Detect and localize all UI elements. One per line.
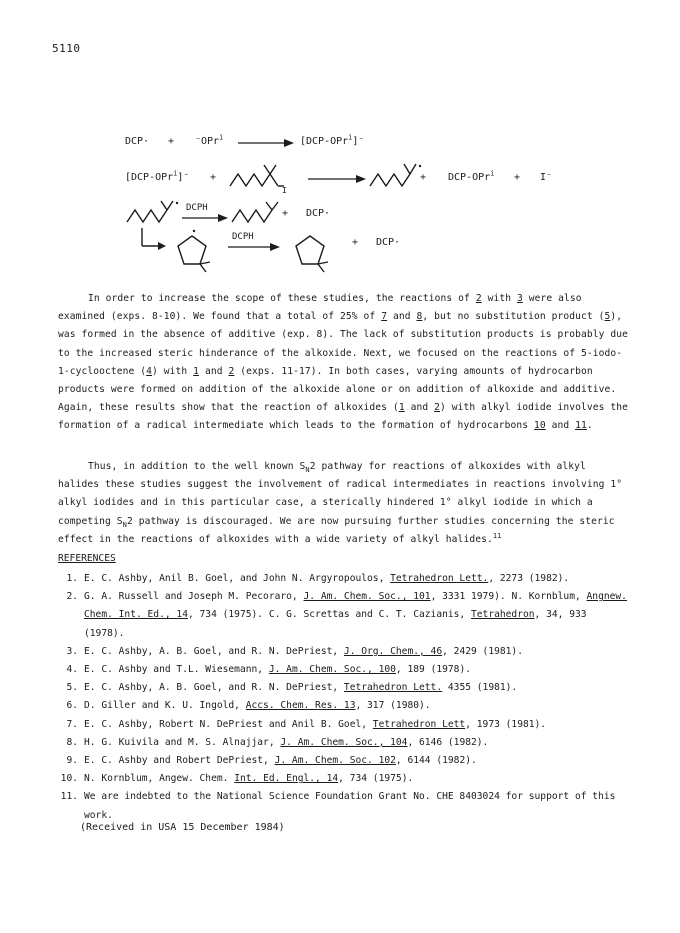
reference-item: 2. G. A. Russell and Joseph M. Pecoraro, J. Am. Chem. Soc., 101, 3331 1979). N. Kornblum, Angnew. Chem. Int. Ed., 14, 734 (1975). C. G. Screttas and C. T. Cazianis, Tetrahedron, 34, 933 (1978). [66, 591, 627, 639]
eq2-arrow [306, 172, 368, 186]
eq3-reagent: DCPH [186, 203, 208, 213]
eq4-cyclization-structure [136, 226, 220, 274]
reference-item: 8. H. G. Kuivila and M. S. Alnajjar, J. Am. Chem. Soc., 104, 6146 (1982). [66, 736, 489, 748]
eq4-cyclopentane-structure [290, 226, 340, 274]
reference-item: 1. E. C. Ashby, Anil B. Goel, and John N. Argyropoulos, Tetrahedron Lett., 2273 (1982). [66, 573, 570, 584]
eq3-plus: + [282, 208, 289, 219]
eq2-plus2: + [420, 172, 427, 183]
eq4-reagent: DCPH [232, 232, 254, 242]
eq3-product: DCP· [306, 208, 331, 219]
alkyl-iodide-structure [228, 162, 298, 194]
eq3-alkane-structure [230, 200, 280, 228]
eq2-product-c: I⁻ [540, 172, 553, 183]
eq2-iodo-label: I [282, 186, 287, 195]
body-paragraph-2: Thus, in addition to the well known $S_N2$ pathway for reactions of alkoxides with alkyl halides these studies suggest the involvement of radical intermediates in reactions involving 1° alkyl iodides and in this particular case, a sterically hindered 1° alkyl iodide in which a competing $S_N2$ pathway is discouraged. We are now pursuing further studies concerning the steric effect in the reactions of alkoxides with a wide variety of alkyl halides.$^{11}$ [58, 461, 623, 545]
eq1-plus: + [168, 136, 175, 147]
references-list [58, 570, 628, 825]
eq3-radical-structure [125, 198, 185, 228]
references-heading: REFERENCES [58, 553, 116, 564]
eq4-plus: + [352, 237, 359, 248]
eq4-arrow [226, 241, 282, 253]
reference-item: 3. E. C. Ashby, A. B. Goel, and R. N. DePriest, J. Org. Chem., 46, 2429 (1981). [66, 645, 523, 657]
reference-item: 10. N. Kornblum, Angew. Chem. Int. Ed. Engl., 14, 734 (1975). [60, 773, 414, 785]
reference-item: 9. E. C. Ashby and Robert DePriest, J. Am. Chem. Soc. 102, 6144 (1982). [66, 755, 477, 767]
page-number: 5110 [52, 42, 81, 55]
eq1-arrow [236, 136, 296, 150]
reference-item: 11. We are indebted to the National Science Foundation Grant No. CHE 8403024 for support of this work. [60, 791, 616, 821]
received-date: (Received in USA 15 December 1984) [80, 822, 285, 833]
eq4-product: DCP· [376, 237, 401, 248]
eq2-product-b: DCP-OPr$^i$ [448, 169, 495, 183]
eq1-reactant-b: ⁻OPr$^i$ [195, 133, 224, 147]
eq2-plus1: + [210, 172, 217, 183]
alkyl-radical-structure [368, 160, 428, 192]
eq1-reactant-a: DCP· [125, 136, 150, 147]
reference-item: 5. E. C. Ashby, A. B. Goel, and R. N. DePriest, Tetrahedron Lett. 4355 (1981). [66, 682, 518, 694]
eq3-arrow [180, 212, 230, 224]
reference-item: 6. D. Giller and K. U. Ingold, Accs. Chem. Res. 13, 317 (1980). [66, 700, 431, 712]
reference-item: 4. E. C. Ashby and T.L. Wiesemann, J. Am. Chem. Soc., 100, 189 (1978). [66, 664, 472, 676]
eq2-reactant-a: [DCP-OPr$^i$]⁻ [125, 169, 190, 183]
eq2-plus3: + [514, 172, 521, 183]
eq1-product: [DCP-OPr$^i$]⁻ [300, 133, 365, 147]
reference-item: 7. E. C. Ashby, Robert N. DePriest and Anil B. Goel, Tetrahedron Lett, 1973 (1981). [66, 718, 547, 730]
reaction-scheme [0, 0, 680, 290]
body-paragraph-1: In order to increase the scope of these studies, the reactions of 2 with 3 were also examined (exps. 8-10). We found that a total of 25% of 7 and 8, but no substitution product (5), was formed in the absence of additive (exp. 8). The lack of substitution products is probably due to the increased steric hinderance of the alkoxide. Next, we focused on the reactions of 5-iodo-1-cyclooctene (4) with 1 and 2 (exps. 11-17). In both cases, varying amounts of hydrocarbon products were formed on addition of the alkoxide alone or on addition of alkoxide and additive. Again, these results show that the reaction of alkoxides (1 and 2) with alkyl iodide involves the formation of a radical intermediate which leads to the formation of hydrocarbons 10 and 11. [58, 293, 629, 432]
